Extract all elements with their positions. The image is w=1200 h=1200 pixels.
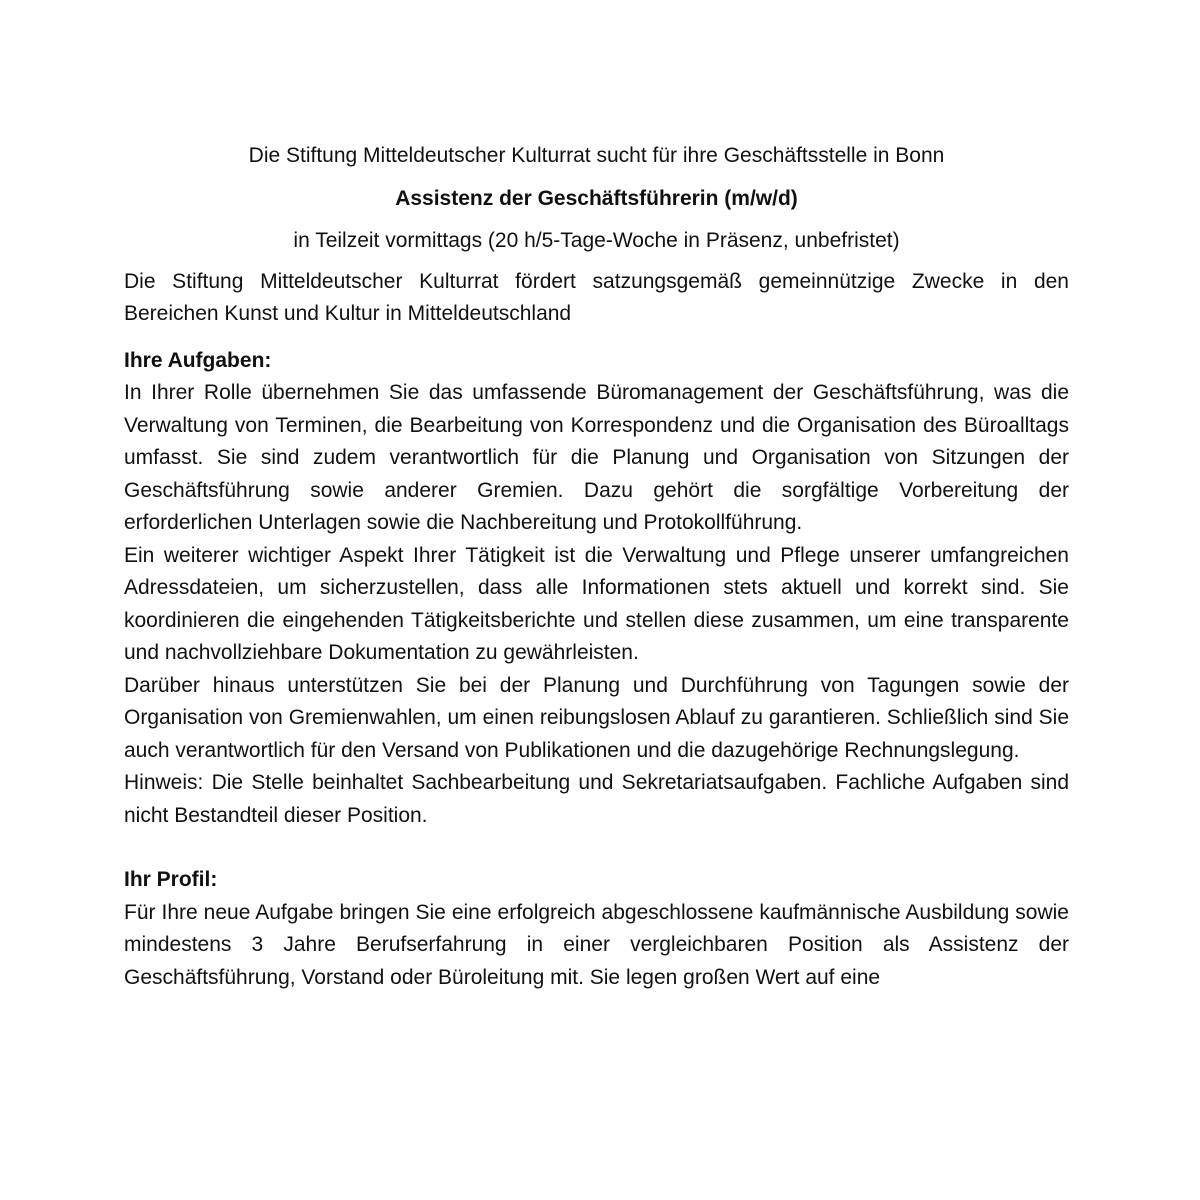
intro-line: Die Stiftung Mitteldeutscher Kulturrat sucht für ihre Geschäftsstelle in Bonn [248,144,945,167]
about-paragraph: Die Stiftung Mitteldeutscher Kulturrat fördert satzungsgemäß gemeinnützige Zwecke in den Bereichen Kunst und Kultur in Mitteldeutschland [124,269,1069,325]
profile-paragraph: Für Ihre neue Aufgabe bringen Sie eine erfolgreich abgeschlossene kaufmännische Ausbildung sowie mindestens 3 Jahre Berufserfahrung in einer vergleichbaren Position als Assistenz der Geschäftsführung, Vorstand oder Büroleitung mit. Sie legen großen Wert auf eine [124,900,1069,989]
job-subtitle: in Teilzeit vormittags (20 h/5-Tage-Woche in Präsenz, unbefristet) [293,229,900,252]
note-paragraph: Hinweis: Die Stelle beinhaltet Sachbearbeitung und Sekretariatsaufgaben. Fachliche Aufgaben sind nicht Bestandteil dieser Position. [124,771,1069,827]
tasks-heading: Ihre Aufgaben: [124,348,272,372]
tasks-paragraph: Ein weiterer wichtiger Aspekt Ihrer Tätigkeit ist die Verwaltung und Pflege unserer umfangreichen Adressdateien, um sicherzustellen, dass alle Informationen stets aktuell und korrekt sind. Sie koordinieren die eingehenden Tätigkeitsberichte und stellen diese zusammen, um eine transparente und nachvollziehbare Dokumentation zu gewährleisten. [124,543,1069,664]
tasks-paragraph: Darüber hinaus unterstützen Sie bei der Planung und Durchführung von Tagungen sowie der Organisation von Gremienwahlen, um einen reibungslosen Ablauf zu garantieren. Schließlich sind Sie auch verantwortlich für den Versand von Publikationen und die dazugehörige Rechnungslegung. [124,673,1069,762]
document-page [124,140,1069,994]
profile-heading: Ihr Profil: [124,868,218,891]
tasks-paragraph: In Ihrer Rolle übernehmen Sie das umfassende Büromanagement der Geschäftsführung, was die Verwaltung von Terminen, die Bearbeitung von Korrespondenz und die Organisation des Büroalltags umfasst. Sie sind zudem verantwortlich für die Planung und Organisation von Sitzungen der Geschäftsführung sowie anderer Gremien. Dazu gehört die sorgfältige Vorbereitung der erforderlichen Unterlagen sowie die Nachbereitung und Protokollführung. [124,381,1069,534]
job-title: Assistenz der Geschäftsführerin (m/w/d) [395,186,798,210]
